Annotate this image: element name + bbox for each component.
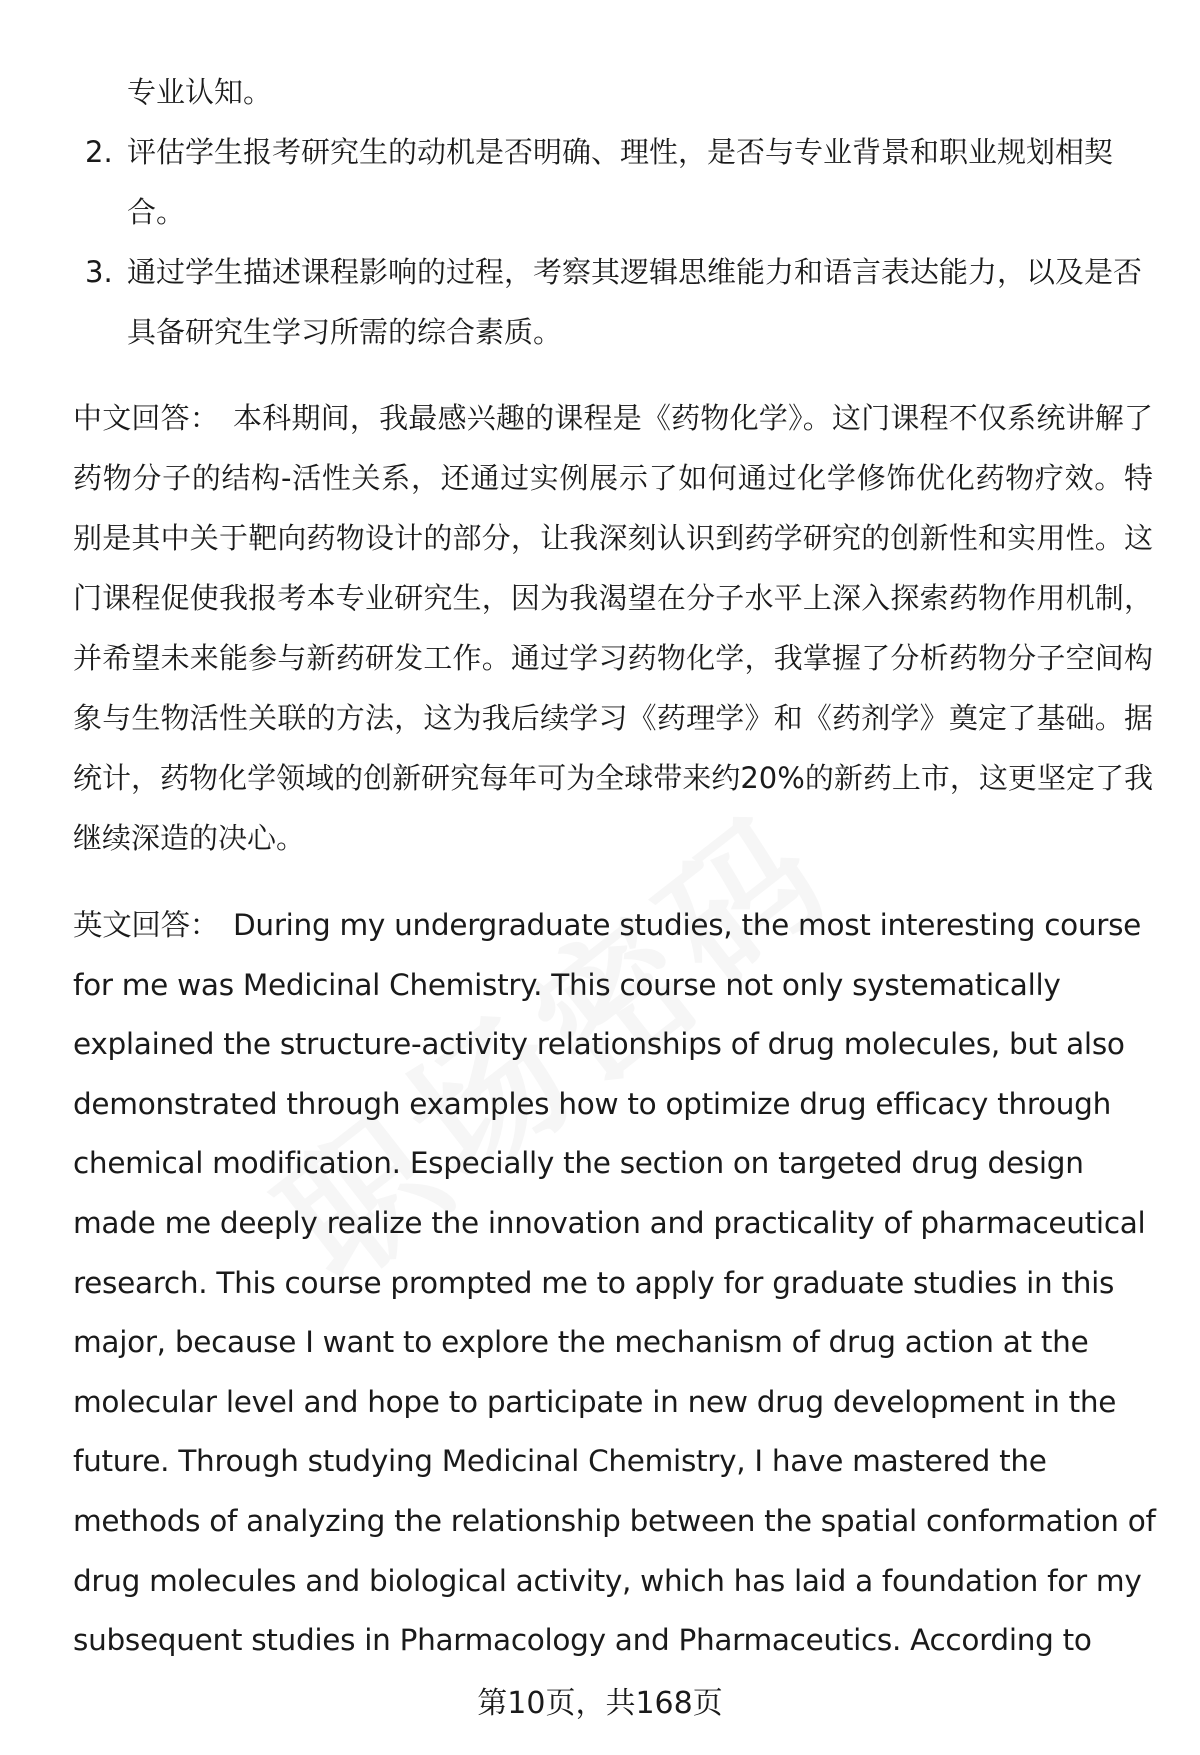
english-answer-paragraph	[73, 896, 1163, 1671]
english-answer-text: During my undergraduate studies, the most interesting course for me was Medicinal Chemistry. This course not only systematically explained the structure-activity relationships of drug molecules, but also demonstrated through examples how to optimize drug efficacy through chemical modification. Especially the section on targeted drug design made me deeply realize the innovation and practicality of pharmaceutical research. This course prompted me to apply for graduate studies in this major, because I want to explore the mechanism of drug action at the molecular level and hope to participate in new drug development in the future. Through studying Medicinal Chemistry, I have mastered the methods of analyzing the relationship between the spatial conformation of drug molecules and biological activity, which has laid a foundation for my subsequent studies in Pharmacology and Pharmaceutics. According to	[73, 908, 1156, 1658]
chinese-answer-paragraph	[73, 388, 1153, 868]
list-item	[73, 122, 1153, 242]
list-item	[73, 242, 1153, 362]
evaluation-points-list	[73, 122, 1153, 362]
list-item-text: 通过学生描述课程影响的过程，考察其逻辑思维能力和语言表达能力，以及是否具备研究生学习所需的综合素质。	[127, 255, 1143, 349]
english-answer-label: 英文回答：	[73, 908, 220, 942]
page-number-footer: 第10页，共168页	[477, 1686, 723, 1721]
list-item-text: 评估学生报考研究生的动机是否明确、理性，是否与专业背景和职业规划相契合。	[127, 135, 1114, 229]
list-number: 3.	[85, 255, 113, 289]
chinese-answer-text: 本科期间，我最感兴趣的课程是《药物化学》。这门课程不仅系统讲解了药物分子的结构-活性关系，还通过实例展示了如何通过化学修饰优化药物疗效。特别是其中关于靶向药物设计的部分，让我深刻认识到药学研究的创新性和实用性。这门课程促使我报考本专业研究生，因为我渴望在分子水平上深入探索药物作用机制，并希望未来能参与新药研发工作。通过学习药物化学，我掌握了分析药物分子空间构象与生物活性关联的方法，这为我后续学习《药理学》和《药剂学》奠定了基础。据统计，药物化学领域的创新研究每年可为全球带来约20%的新药上市，这更坚定了我继续深造的决心。	[73, 401, 1153, 855]
chinese-answer-label: 中文回答：	[73, 401, 220, 435]
list-number: 2.	[85, 135, 113, 169]
continuation-text: 专业认知。	[127, 75, 273, 109]
